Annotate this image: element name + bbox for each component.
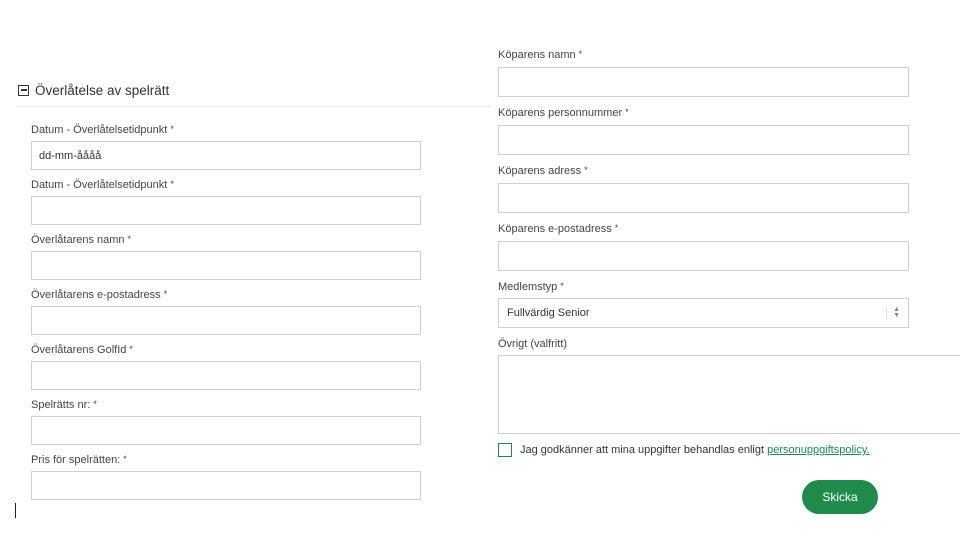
buyer-name-label: Köparens namn * — [498, 49, 583, 61]
price-input[interactable] — [31, 471, 421, 500]
seller-golfid-input[interactable] — [31, 361, 421, 390]
privacy-policy-link[interactable]: personuppgiftspolicy. — [767, 444, 870, 456]
other-label: Övrigt (valfritt) — [498, 338, 568, 350]
transfer-date-input[interactable] — [31, 141, 421, 170]
playing-right-number-label: Spelrätts nr: * — [31, 399, 97, 411]
price-label: Pris för spelrätten: * — [31, 454, 127, 466]
seller-name-label: Överlåtarens namn * — [31, 234, 132, 246]
buyer-address-input[interactable] — [498, 183, 909, 213]
playing-right-number-input[interactable] — [31, 416, 421, 445]
transfer-date-2-label: Datum - Överlåtelsetidpunkt * — [31, 179, 174, 191]
seller-name-input[interactable] — [31, 251, 421, 280]
section-title: Överlåtelse av spelrätt — [35, 83, 170, 98]
consent-text: Jag godkänner att mina uppgifter behandlas enligt personuppgiftspolicy. — [520, 444, 870, 456]
member-type-label: Medlemstyp * — [498, 281, 564, 293]
buyer-email-label: Köparens e-postadress * — [498, 223, 619, 235]
seller-golfid-label: Överlåtarens GolfId * — [31, 344, 133, 356]
transfer-date-label: Datum - Överlåtelsetidpunkt * — [31, 124, 174, 136]
buyer-name-input[interactable] — [498, 67, 909, 97]
collapse-icon[interactable] — [18, 85, 29, 96]
buyer-address-label: Köparens adress * — [498, 165, 588, 177]
buyer-email-input[interactable] — [498, 241, 909, 271]
transfer-date-2-input[interactable] — [31, 196, 421, 225]
other-textarea[interactable] — [498, 355, 960, 434]
buyer-ssn-label: Köparens personnummer * — [498, 107, 629, 119]
section-header — [16, 80, 491, 107]
member-type-value: Fullvärdig Senior — [507, 307, 590, 319]
submit-button[interactable]: Skicka — [802, 480, 878, 514]
buyer-ssn-input[interactable] — [498, 125, 909, 155]
seller-email-input[interactable] — [31, 306, 421, 335]
select-arrows-icon: ▲ ▼ — [886, 307, 900, 319]
seller-email-label: Överlåtarens e-postadress * — [31, 289, 168, 301]
text-cursor — [15, 503, 16, 518]
member-type-select[interactable] — [498, 298, 909, 328]
consent-checkbox[interactable] — [498, 443, 512, 457]
